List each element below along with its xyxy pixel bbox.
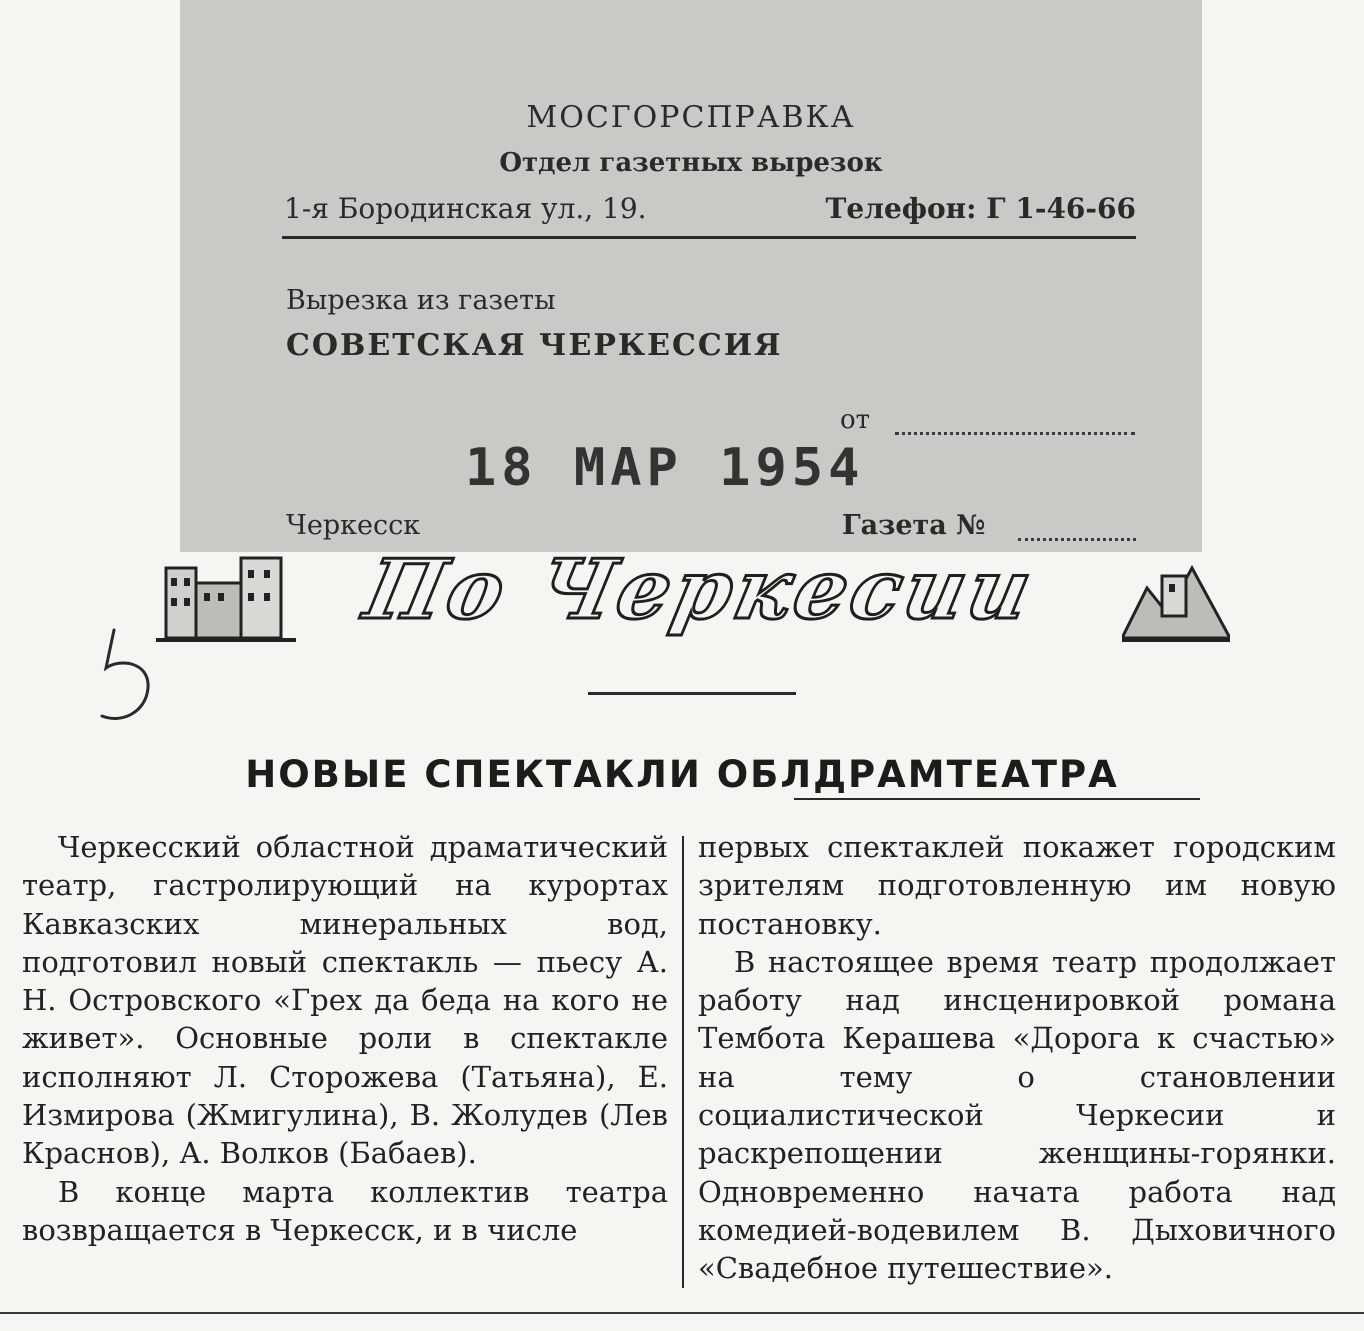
label-department: Отдел газетных вырезок [499,148,883,178]
label-phone: Телефон: Г 1-46-66 [825,192,1136,225]
article-headline: НОВЫЕ СПЕКТАКЛИ ОБЛДРАМТЕАТРА [245,753,1119,796]
label-issue-number: Газета № [842,510,986,541]
column-divider [682,836,684,1288]
article-paragraph: В настоящее время театр продолжает работу над инсценировкой романа Тембота Керашева «Дорога к счастью» на тему о становлении социалистической Черкесии и раскрепощении женщины-горянки. Одновременно начата работа над комедией-водевилем В. Дыховичного «Свадебное путешествие». [698,944,1336,1286]
label-address: 1-я Бородинская ул., 19. [284,192,647,225]
date-stamp: 18 МАР 1954 [465,438,865,498]
article-paragraph: В конце марта коллектив театра возвращается в Черкесск, и в числе [22,1174,668,1247]
label-divider [282,236,1136,239]
article-paragraph-continued: первых спектаклей покажет городским зрителям подготовленную им новую постановку. [698,830,1336,941]
clipping-service-label [180,0,1202,552]
label-issue-blank [1018,516,1136,541]
label-city: Черкесск [286,510,421,541]
article-right-column [698,828,1336,1288]
section-separator [588,692,796,695]
mountain-castle-illustration-icon [1122,548,1230,643]
article-paragraph: Черкесский областной драматический театр, гастролирующий на курортах Кавказских минеральных вод, подготовил новый спектакль — пьесу А. Н. Островского «Грех да беда на кого не живет». Основные роли в спектакле исполняют Л. Сторожева (Татьяна), Е. Измирова (Жмигулина), В. Жолудев (Лев Краснов), А. Волков (Бабаев). [22,830,668,1171]
building-illustration-icon [156,548,296,643]
label-from: от [840,405,871,435]
section-masthead [150,542,1230,648]
label-newspaper-name: СОВЕТСКАЯ ЧЕРКЕССИЯ [286,328,783,363]
masthead-title: По Черкесии [356,542,1044,638]
article-left-column [22,828,668,1249]
bottom-rule [0,1312,1364,1314]
handwritten-numeral-mark [90,620,170,730]
label-organization: МОСГОРСПРАВКА [526,100,856,135]
headline-underline [794,798,1200,800]
label-clipping-from: Вырезка из газеты [286,285,556,316]
label-date-blank [895,410,1135,435]
